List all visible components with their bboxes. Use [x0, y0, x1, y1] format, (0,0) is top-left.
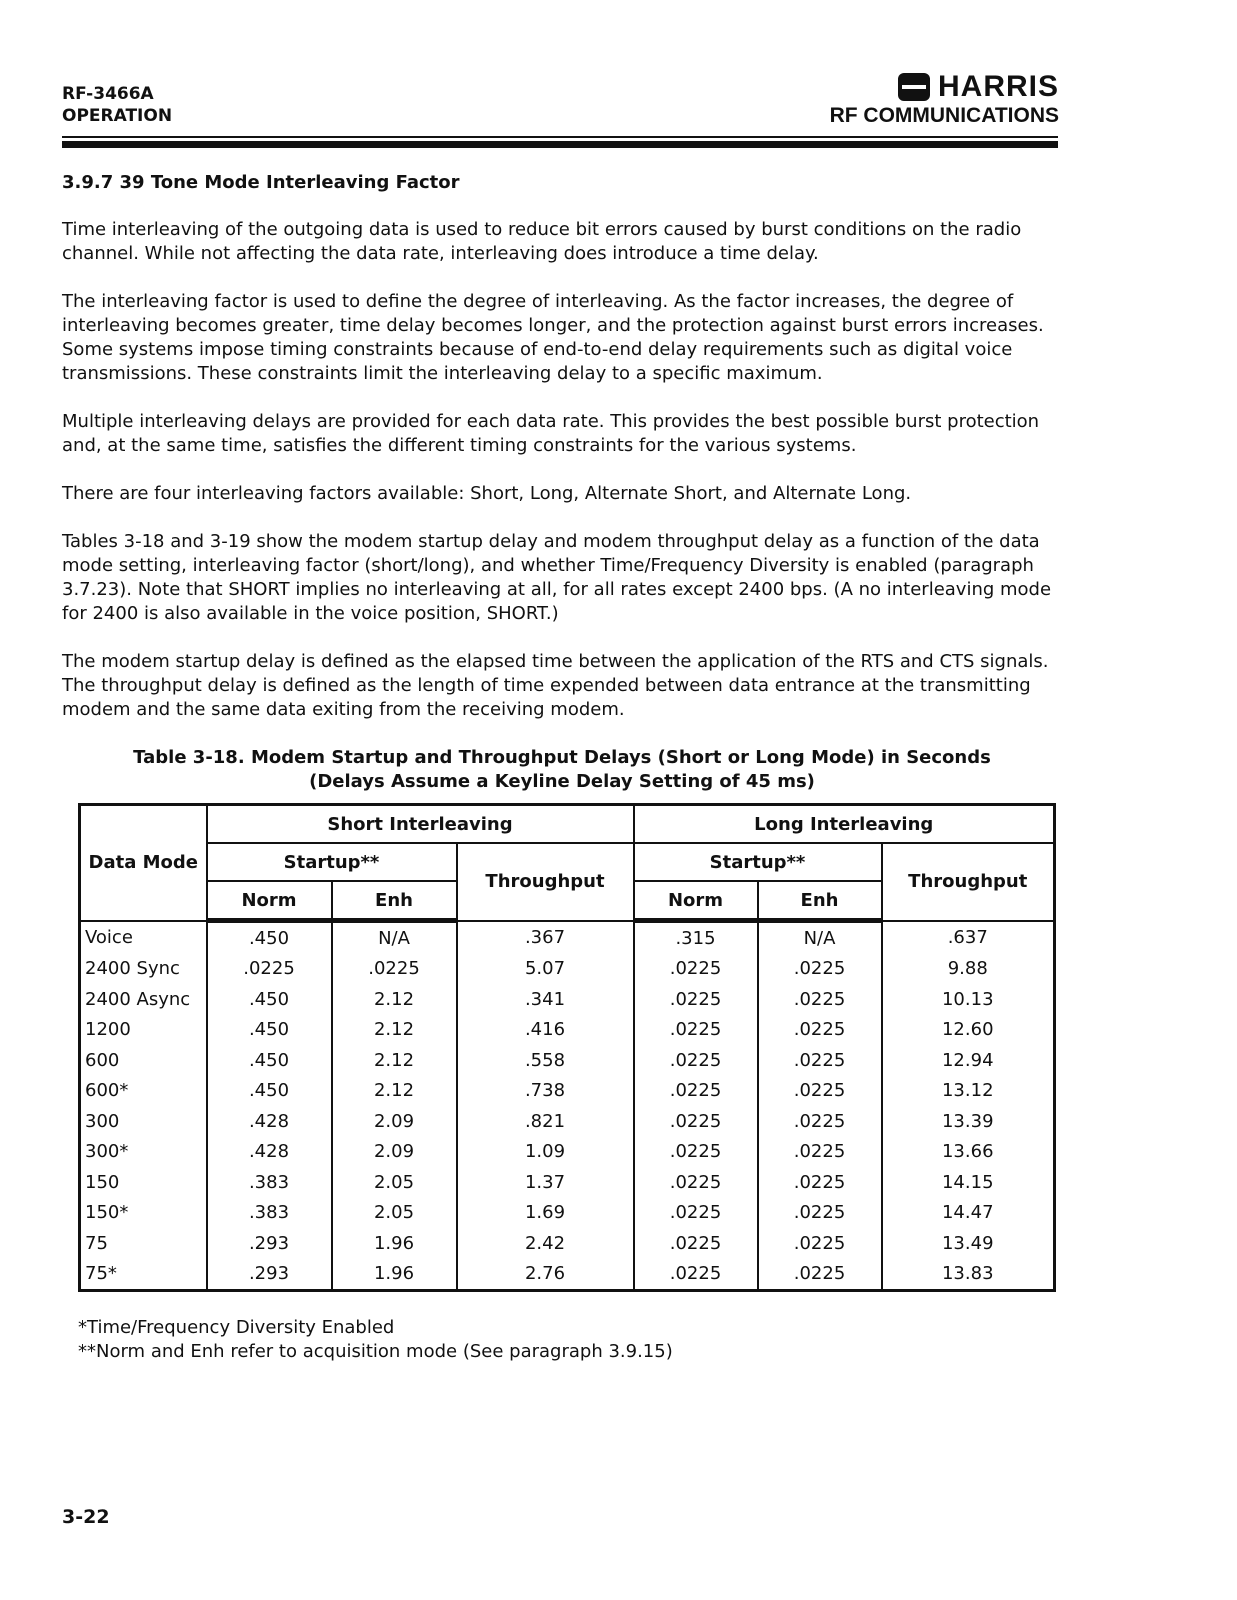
- table-cell: .0225: [332, 954, 457, 985]
- paragraph: Tables 3-18 and 3-19 show the modem startup delay and modem throughput delay as a function of the data mode setting, interleaving factor (short/long), and whether Time/Frequency Diversity is enabled (paragraph 3.7.23). Note that SHORT implies no interleaving at all, for all rates except 2400 bps. (A no interleaving mode for 2400 is also available in the voice position, SHORT.): [62, 531, 1052, 624]
- table-cell: .450: [207, 1045, 332, 1076]
- table-row: [80, 984, 1055, 1015]
- table-cell: 13.12: [882, 1076, 1055, 1107]
- table-cell: .0225: [758, 1106, 882, 1137]
- table-row: [80, 1228, 1055, 1259]
- header-rule-thick: [62, 141, 1058, 148]
- logo-text: HARRIS: [937, 70, 1059, 103]
- table-cell: 600: [80, 1045, 207, 1076]
- table-cell: 13.49: [882, 1228, 1055, 1259]
- header-norm: Norm: [634, 881, 758, 921]
- table-caption: [62, 746, 1062, 794]
- table-cell: 2.42: [457, 1228, 634, 1259]
- table-cell: .383: [207, 1198, 332, 1229]
- table-cell: .821: [457, 1106, 634, 1137]
- table-cell: 1200: [80, 1015, 207, 1046]
- table-cell: .341: [457, 984, 634, 1015]
- table-row: [80, 1198, 1055, 1229]
- table-cell: .0225: [634, 1106, 758, 1137]
- table-cell: 2.76: [457, 1259, 634, 1291]
- paragraph: There are four interleaving factors available: Short, Long, Alternate Short, and Alternate Long.: [62, 483, 912, 504]
- table-cell: .0225: [758, 1015, 882, 1046]
- table-cell: 2400 Async: [80, 984, 207, 1015]
- table-cell: .428: [207, 1106, 332, 1137]
- table-cell: 150*: [80, 1198, 207, 1229]
- table-row: [80, 921, 1055, 954]
- table-cell: .0225: [758, 1137, 882, 1168]
- table-cell: .293: [207, 1259, 332, 1291]
- table-row: [80, 1259, 1055, 1291]
- table-cell: N/A: [758, 921, 882, 954]
- harris-logo: [898, 70, 1059, 104]
- section-title: 3.9.7 39 Tone Mode Interleaving Factor: [62, 172, 460, 193]
- table-cell: .0225: [634, 1259, 758, 1291]
- table-cell: 1.37: [457, 1167, 634, 1198]
- table-cell: .0225: [634, 1228, 758, 1259]
- table-cell: 150: [80, 1167, 207, 1198]
- table-cell: .367: [457, 921, 634, 954]
- table-cell: 2.05: [332, 1167, 457, 1198]
- header-norm: Norm: [207, 881, 332, 921]
- header-startup: Startup**: [207, 843, 457, 881]
- doc-model: RF-3466A: [62, 84, 154, 104]
- table-cell: 13.66: [882, 1137, 1055, 1168]
- table-cell: 1.96: [332, 1228, 457, 1259]
- caption-line: Table 3-18. Modem Startup and Throughput Delays (Short or Long Mode) in Seconds: [133, 747, 991, 768]
- table-cell: 2.12: [332, 984, 457, 1015]
- table-cell: .0225: [634, 1137, 758, 1168]
- table-cell: .416: [457, 1015, 634, 1046]
- header-enh: Enh: [332, 881, 457, 921]
- table-row: [80, 1167, 1055, 1198]
- table-cell: 600*: [80, 1076, 207, 1107]
- table-cell: .0225: [634, 1167, 758, 1198]
- doc-section: OPERATION: [62, 106, 173, 126]
- table-cell: 75*: [80, 1259, 207, 1291]
- table-cell: 75: [80, 1228, 207, 1259]
- caption-line: (Delays Assume a Keyline Delay Setting of 45 ms): [309, 771, 815, 792]
- table-cell: .558: [457, 1045, 634, 1076]
- table-cell: 1.09: [457, 1137, 634, 1168]
- table-cell: 10.13: [882, 984, 1055, 1015]
- header-rule: [62, 136, 1058, 138]
- table-cell: .0225: [758, 1228, 882, 1259]
- table-row: [80, 1106, 1055, 1137]
- table-cell: 2.05: [332, 1198, 457, 1229]
- table-cell: .450: [207, 921, 332, 954]
- table-cell: .0225: [758, 1076, 882, 1107]
- table-cell: Voice: [80, 921, 207, 954]
- table-cell: 9.88: [882, 954, 1055, 985]
- footnote: *Time/Frequency Diversity Enabled: [78, 1317, 395, 1338]
- table-cell: 14.15: [882, 1167, 1055, 1198]
- paragraph: The modem startup delay is defined as the elapsed time between the application of the RTS and CTS signals. The throughput delay is defined as the length of time expended between data entrance at the transmitting modem and the same data exiting from the receiving modem.: [62, 651, 1049, 720]
- table-cell: .0225: [758, 1045, 882, 1076]
- table-cell: .0225: [758, 984, 882, 1015]
- table-cell: .0225: [758, 954, 882, 985]
- table-cell: 2.12: [332, 1045, 457, 1076]
- paragraph: Multiple interleaving delays are provided for each data rate. This provides the best possible burst protection and, at the same time, satisfies the different timing constraints for the various systems.: [62, 411, 1040, 456]
- table-cell: .383: [207, 1167, 332, 1198]
- table-cell: .0225: [758, 1198, 882, 1229]
- table-cell: .637: [882, 921, 1055, 954]
- table-cell: .0225: [634, 984, 758, 1015]
- table-cell: .0225: [207, 954, 332, 985]
- table-cell: .0225: [758, 1259, 882, 1291]
- delay-table: [78, 803, 1056, 1292]
- table-cell: 12.60: [882, 1015, 1055, 1046]
- table-row: [80, 1015, 1055, 1046]
- table-row: [80, 1045, 1055, 1076]
- table-cell: .315: [634, 921, 758, 954]
- header-startup: Startup**: [634, 843, 882, 881]
- table-cell: .450: [207, 1076, 332, 1107]
- table-cell: .0225: [634, 954, 758, 985]
- table-cell: 13.39: [882, 1106, 1055, 1137]
- table-cell: .450: [207, 984, 332, 1015]
- table-cell: .738: [457, 1076, 634, 1107]
- table-cell: 300: [80, 1106, 207, 1137]
- paragraph: The interleaving factor is used to define the degree of interleaving. As the factor increases, the degree of interleaving becomes greater, time delay becomes longer, and the protection against burst errors increases. Some systems impose timing constraints because of end-to-end delay requirements such as digital voice transmissions. These constraints limit the interleaving delay to a specific maximum.: [62, 291, 1044, 384]
- header-data-mode: Data Mode: [80, 805, 207, 921]
- table-row: [80, 1137, 1055, 1168]
- table-cell: .0225: [758, 1167, 882, 1198]
- table-cell: 1.96: [332, 1259, 457, 1291]
- harris-logo-icon: [898, 73, 930, 101]
- page-number: 3-22: [62, 1506, 110, 1528]
- table-cell: .0225: [634, 1045, 758, 1076]
- paragraph: Time interleaving of the outgoing data is used to reduce bit errors caused by burst conditions on the radio channel. While not affecting the data rate, interleaving does introduce a time delay.: [62, 219, 1022, 264]
- table-cell: 2400 Sync: [80, 954, 207, 985]
- table-cell: .450: [207, 1015, 332, 1046]
- header-enh: Enh: [758, 881, 882, 921]
- table-cell: 12.94: [882, 1045, 1055, 1076]
- division-name: RF COMMUNICATIONS: [829, 104, 1059, 127]
- table-cell: N/A: [332, 921, 457, 954]
- header-throughput: Throughput: [457, 843, 634, 921]
- table-cell: .428: [207, 1137, 332, 1168]
- table-cell: .0225: [634, 1198, 758, 1229]
- footnote: **Norm and Enh refer to acquisition mode (See paragraph 3.9.15): [78, 1341, 673, 1362]
- table-cell: 2.12: [332, 1076, 457, 1107]
- table-cell: 2.09: [332, 1137, 457, 1168]
- table-row: [80, 954, 1055, 985]
- table-cell: .293: [207, 1228, 332, 1259]
- header-long: Long Interleaving: [634, 805, 1055, 844]
- header-short: Short Interleaving: [207, 805, 634, 844]
- table-cell: 14.47: [882, 1198, 1055, 1229]
- table-cell: .0225: [634, 1076, 758, 1107]
- table-row: [80, 1076, 1055, 1107]
- table-cell: 13.83: [882, 1259, 1055, 1291]
- header-throughput: Throughput: [882, 843, 1055, 921]
- table-cell: 2.12: [332, 1015, 457, 1046]
- table-cell: 5.07: [457, 954, 634, 985]
- table-cell: 300*: [80, 1137, 207, 1168]
- table-cell: 1.69: [457, 1198, 634, 1229]
- table-cell: .0225: [634, 1015, 758, 1046]
- table-cell: 2.09: [332, 1106, 457, 1137]
